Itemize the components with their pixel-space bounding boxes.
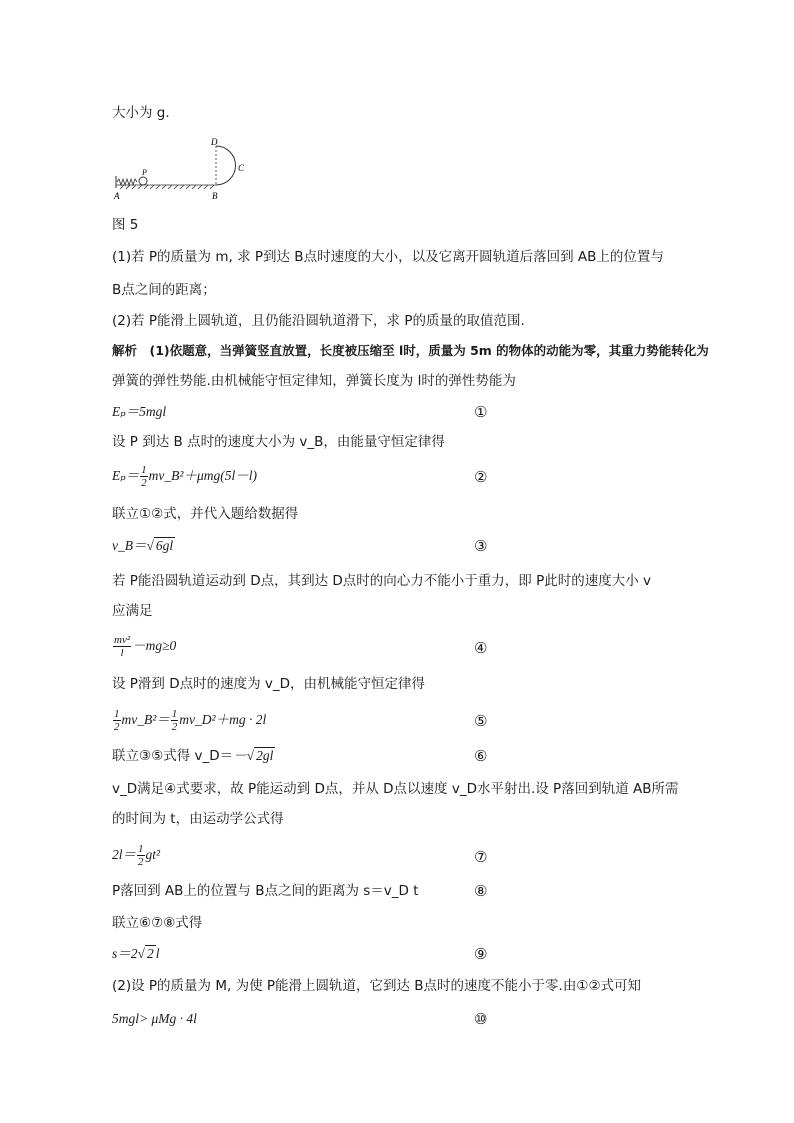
label-b: B [212, 191, 218, 201]
equation-5 [112, 705, 266, 735]
semicircle-track [216, 146, 236, 185]
part-2-solution: (2)设 P的质量为 M, 为使 P能滑上圆轨道，它到达 B点时的速度不能小于零.由①②式可知 [112, 978, 642, 994]
equation-2-number: ② [474, 468, 488, 486]
equation-6: 联立③⑤式得 v_D＝－√ 2gl [112, 748, 274, 764]
label-c: C [238, 163, 245, 173]
equation-3-number: ③ [474, 537, 488, 555]
equation-6-number: ⑥ [474, 747, 488, 765]
block-p [139, 177, 147, 185]
intro-line: 大小为 g. [112, 105, 170, 121]
equation-9-number: ⑨ [474, 945, 488, 963]
equation-2-left: Eₚ＝ [112, 468, 140, 483]
equation-3-sqrt: 6gl [155, 538, 174, 553]
equation-7-number: ⑦ [474, 848, 488, 866]
question-1-line-2: B点之间的距离； [112, 282, 216, 298]
line-d-condition-1: 若 P能沿圆轨道运动到 D点，其到达 D点时的向心力不能小于重力，即 P此时的速度大小 v [112, 573, 652, 589]
equation-5-fraction-1: $\frac{1}{2}$ [114, 708, 120, 734]
equation-5-number: ⑤ [474, 712, 488, 730]
ground-hatch [116, 185, 216, 189]
equation-10-number: ⑩ [474, 1010, 488, 1028]
question-1-line-1: (1)若 P的质量为 m, 求 P到达 B点时速度的大小，以及它离开圆轨道后落回到 AB上的位置与 [112, 249, 664, 265]
equation-5-middle: mv_B²＝ [121, 712, 170, 727]
equation-7-fraction: $\frac{1}{2}$ [138, 843, 144, 869]
equation-9-sqrt: 2 [146, 946, 154, 961]
figure-track-diagram [112, 134, 262, 209]
equation-8: P落回到 AB上的位置与 B点之间的距离为 s＝v_D t [112, 883, 419, 899]
line-vd-intro: 设 P滑到 D点时的速度为 v_D，由机械能守恒定律得 [112, 676, 426, 692]
solution-intro-line-2: 弹簧的弹性势能.由机械能守恒定律知，弹簧长度为 l时的弹性势能为 [112, 373, 516, 389]
line-vb-intro: 设 P 到达 B 点时的速度大小为 v_B，由能量守恒定律得 [112, 434, 445, 450]
equation-7-left: 2l＝ [112, 847, 137, 862]
equation-10: 5mgl> μMg · 4l [112, 1011, 197, 1026]
spring [117, 179, 137, 185]
equation-9-left: s＝2 [112, 946, 138, 961]
line-vd-ok-2: 的时间为 t，由运动学公式得 [112, 811, 284, 827]
line-vd-ok-1: v_D满足④式要求，故 P能运动到 D点，并从 D点以速度 v_D水平射出.设 P落回到轨道 AB所需 [112, 781, 679, 797]
equation-1-number: ① [474, 403, 488, 421]
line-d-condition-2: 应满足 [112, 603, 153, 619]
equation-9-right: l [155, 946, 160, 961]
equation-1: Eₚ＝5mgl [112, 404, 167, 419]
equation-6-sqrt: 2gl [256, 748, 274, 763]
equation-4-right: －mg≥0 [132, 638, 177, 653]
combine-6-7-8: 联立⑥⑦⑧式得 [112, 915, 203, 931]
equation-2-fraction: $\frac{1}{2}$ [141, 464, 147, 490]
equation-3: v_B＝√ 6gl [112, 538, 174, 553]
equation-6-left: 联立③⑤式得 v_D＝ [112, 748, 234, 764]
solution-intro-line-1: 解析 (1)依题意，当弹簧竖直放置，长度被压缩至 l时，质量为 5m 的物体的动能为零，其重力势能转化为 [112, 343, 709, 358]
equation-7-right: gt² [145, 847, 161, 862]
equation-4 [112, 631, 176, 661]
equation-2 [112, 462, 257, 490]
equation-2-right: mv_B²＋μmg(5l－l) [148, 468, 257, 483]
combine-1-2: 联立①②式，并代入题给数据得 [112, 506, 299, 522]
equation-3-left: v_B＝ [112, 538, 147, 553]
equation-8-number: ⑧ [474, 882, 488, 900]
question-2: (2)若 P能滑上圆轨道，且仍能沿圆轨道滑下，求 P的质量的取值范围. [112, 313, 525, 329]
figure-caption: 图 5 [112, 217, 139, 233]
equation-7 [112, 840, 160, 870]
equation-9: s＝2√ 2 l [112, 946, 160, 961]
label-p: P [142, 168, 147, 177]
equation-5-right: mv_D²＋mg · 2l [179, 712, 267, 727]
equation-5-fraction-2: $\frac{1}{2}$ [171, 708, 178, 734]
label-a: A [114, 191, 120, 201]
equation-4-fraction: $\frac{\text{mv²}}{l}$ [114, 634, 131, 660]
label-d: D [211, 137, 218, 147]
equation-4-number: ④ [474, 639, 488, 657]
